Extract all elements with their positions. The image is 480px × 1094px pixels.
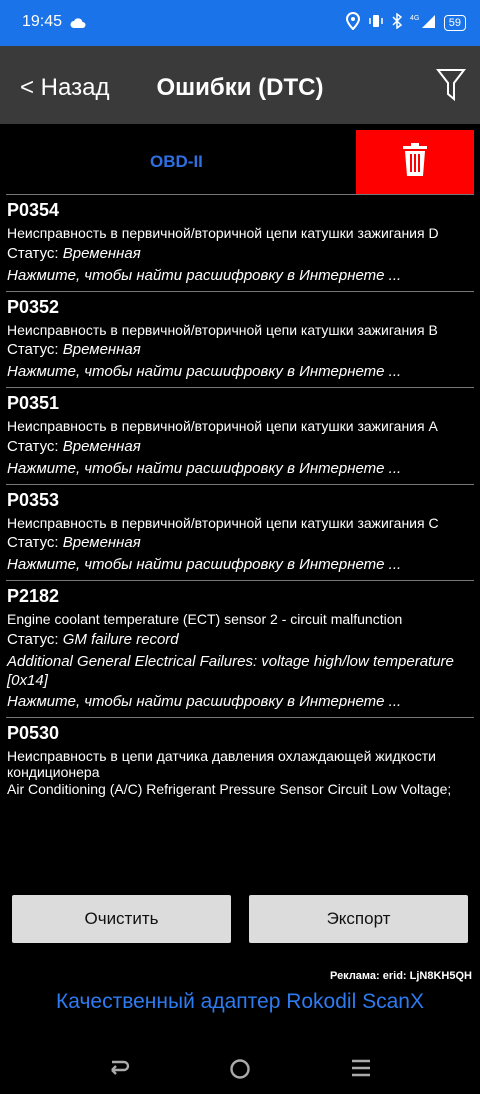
network-label: 4G [409, 15, 420, 22]
filter-icon[interactable] [436, 68, 466, 107]
dtc-status [7, 437, 473, 457]
dtc-description: Неисправность в первичной/вторичной цепи катушки зажигания D [7, 225, 439, 241]
dtc-item[interactable] [6, 484, 474, 581]
ad-label: Реклама: erid: LjN8KH5QH [330, 970, 472, 982]
dtc-description: Неисправность в цепи датчика давления охлаждающей жидкости кондиционера [7, 747, 436, 780]
status-value: Временная [62, 244, 141, 262]
dtc-description-en: Air Conditioning (A/C) Refrigerant Pressure Sensor Circuit Low Voltage; [7, 780, 452, 797]
status-label: Статус: [7, 630, 59, 648]
status-value: Временная [62, 437, 141, 455]
status-value: GM failure record [62, 630, 179, 648]
ad-link[interactable]: Качественный адаптер Rokodil ScanX [56, 990, 424, 1013]
dtc-status [7, 340, 473, 360]
dtc-description: Неисправность в первичной/вторичной цепи катушки зажигания A [7, 418, 438, 434]
status-icons [346, 12, 466, 33]
trash-icon [402, 143, 428, 182]
dtc-code: P0353 [7, 489, 60, 510]
cloud-icon [70, 16, 86, 34]
delete-button[interactable] [356, 130, 474, 194]
dtc-status [7, 533, 473, 553]
dtc-item[interactable] [6, 387, 474, 484]
status-label: Статус: [7, 534, 59, 551]
signal-icon [410, 13, 436, 32]
dtc-code: P0530 [7, 722, 60, 743]
dtc-search-hint[interactable]: Нажмите, чтобы найти расшифровку в Интернете ... [7, 692, 402, 710]
dtc-item[interactable] [6, 291, 474, 388]
tab-obd-ii[interactable]: OBD-II [150, 152, 203, 171]
dtc-search-hint[interactable]: Нажмите, чтобы найти расшифровку в Интернете ... [7, 556, 402, 573]
tab-row [0, 124, 480, 194]
vibrate-icon [368, 14, 384, 31]
location-icon [346, 12, 360, 33]
dtc-item[interactable] [6, 580, 474, 717]
dtc-code: P2182 [7, 586, 60, 606]
dtc-code: P0352 [7, 296, 60, 317]
dtc-search-hint[interactable]: Нажмите, чтобы найти расшифровку в Интернете ... [7, 266, 402, 284]
clear-button[interactable]: Очистить [12, 895, 231, 943]
system-nav-bar [0, 1040, 480, 1094]
back-button[interactable]: < Назад [20, 74, 110, 101]
status-time: 19:45 [22, 13, 63, 30]
battery-icon: 59 [444, 15, 466, 31]
status-value: Временная [62, 534, 141, 551]
back-nav-icon[interactable] [108, 1058, 130, 1083]
status-label: Статус: [7, 244, 59, 262]
dtc-item[interactable] [6, 717, 474, 798]
page-title: Ошибки (DTC) [156, 74, 324, 101]
home-nav-icon[interactable] [229, 1058, 251, 1085]
dtc-item[interactable] [6, 194, 474, 291]
status-value: Временная [62, 341, 141, 358]
status-label: Статус: [7, 341, 59, 358]
dtc-search-hint[interactable]: Нажмите, чтобы найти расшифровку в Интернете ... [7, 363, 402, 380]
dtc-status [7, 244, 473, 264]
dtc-description: Неисправность в первичной/вторичной цепи катушки зажигания C [7, 514, 439, 531]
dtc-code: P0351 [7, 393, 60, 413]
dtc-list [0, 194, 480, 797]
dtc-search-hint[interactable]: Нажмите, чтобы найти расшифровку в Интернете ... [7, 459, 402, 477]
dtc-extra-info: Additional General Electrical Failures: voltage high/low temperature [0x14] [7, 652, 454, 689]
menu-nav-icon[interactable] [351, 1058, 371, 1083]
export-button[interactable]: Экспорт [249, 895, 468, 943]
status-bar [0, 0, 480, 46]
dtc-description: Неисправность в первичной/вторичной цепи катушки зажигания B [7, 321, 438, 338]
dtc-description: Engine coolant temperature (ECT) sensor 2 - circuit malfunction [7, 611, 403, 627]
app-bar [0, 46, 480, 124]
bluetooth-icon [392, 13, 402, 32]
dtc-code: P0354 [7, 200, 60, 220]
status-label: Статус: [7, 437, 59, 455]
dtc-status [7, 630, 473, 650]
